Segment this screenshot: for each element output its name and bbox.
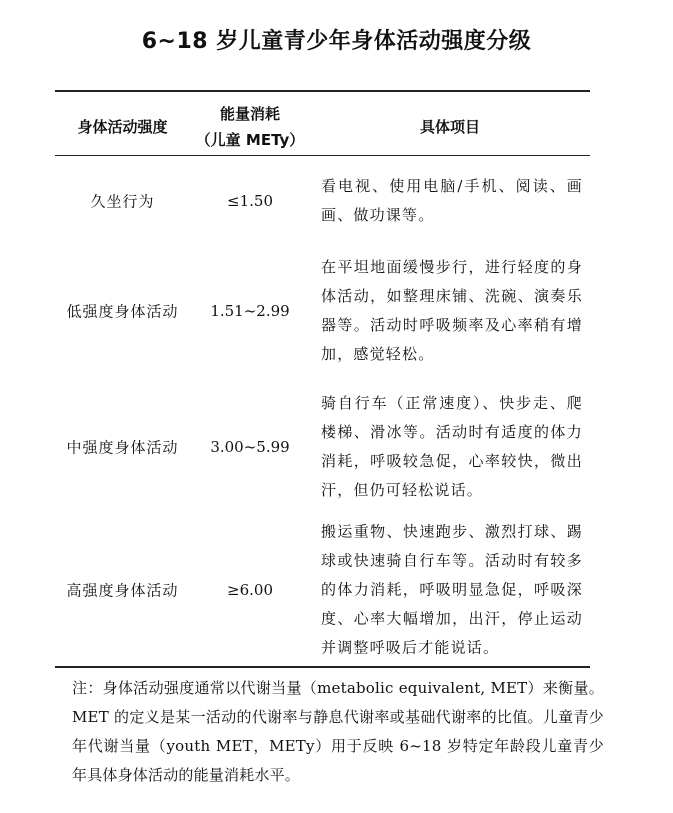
row-met: 3.00~5.99 [210,438,290,456]
header-level: 身体活动强度 [77,118,168,136]
row-level: 中强度身体活动 [66,438,179,457]
table-header-rule [55,155,590,156]
row-met: ≤1.50 [227,192,273,210]
row-level: 久坐行为 [90,192,155,211]
header-items: 具体项目 [419,118,480,136]
table-row-sedentary [55,160,590,242]
table-row-moderate [55,380,590,514]
row-level: 高强度身体活动 [66,581,179,600]
header-met [190,101,310,153]
row-items: 骑自行车（正常速度）、快步走、爬楼梯、滑冰等。活动时有适度的体力消耗，呼吸较急促，心率较快，微出汗，但仍可轻松说话。 [321,394,583,499]
row-met: 1.51~2.99 [210,302,290,320]
table-row-vigorous [55,514,590,666]
row-items: 在平坦地面缓慢步行，进行轻度的身体活动，如整理床铺、洗碗、演奏乐器等。活动时呼吸频率及心率稍有增加，感觉轻松。 [321,258,583,363]
row-met: ≥6.00 [227,581,273,599]
header-met-line1: 能量消耗 [219,105,280,123]
table-row-low [55,242,590,380]
table-bottom-rule [55,666,590,668]
page-title: 6~18 岁儿童青少年身体活动强度分级 [141,29,532,54]
row-items: 看电视、使用电脑/手机、阅读、画画、做功课等。 [321,177,583,224]
table-note: 注：身体活动强度通常以代谢当量（metabolic equivalent, MET）来衡量。MET 的定义是某一活动的代谢率与静息代谢率或基础代谢率的比值。儿童青少年代谢当量（youth MET，METy）用于反映 6~18 岁特定年龄段儿童青少年具体身体活动的能量消耗水平。 [72,679,604,784]
header-met-line2: （儿童 METy） [195,131,305,149]
row-level: 低强度身体活动 [66,302,179,321]
row-items: 搬运重物、快速跑步、激烈打球、踢球或快速骑自行车等。活动时有较多的体力消耗，呼吸明显急促，呼吸深度、心率大幅增加，出汗，停止运动并调整呼吸后才能说话。 [321,522,583,657]
table-top-rule [55,90,590,92]
